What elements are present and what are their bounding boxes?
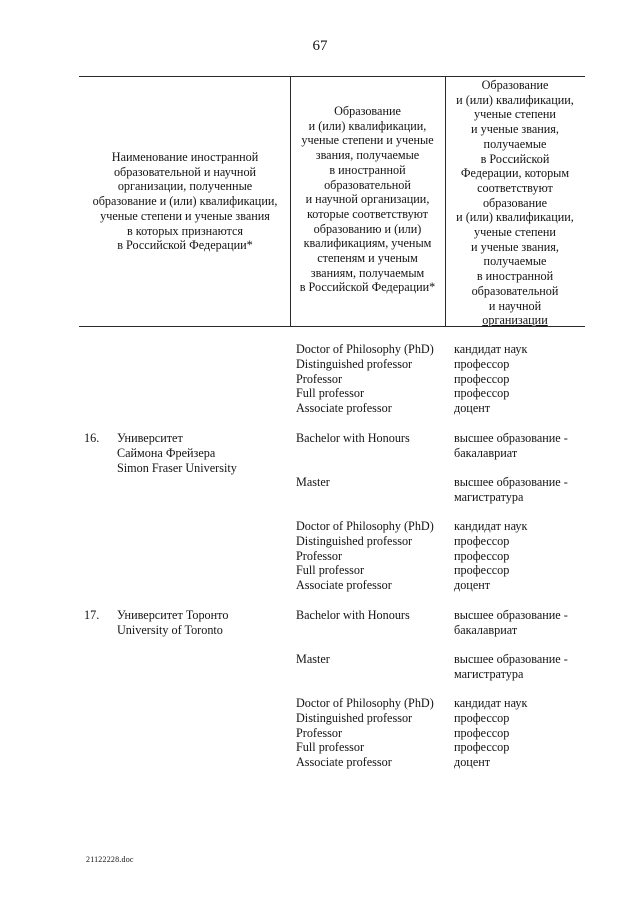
header-line: образовательной <box>471 283 559 298</box>
equivalent-line: магистратура <box>454 489 524 504</box>
header-line: организации, полученные <box>117 179 253 194</box>
equivalent-line: доцент <box>454 578 491 593</box>
entry-17-institution <box>117 608 228 638</box>
header-line: образовательной и научной <box>113 164 257 179</box>
entry-16-phd-qualifications <box>296 519 434 593</box>
qualification-line: Distinguished professor <box>296 533 413 548</box>
header-line: образовательной <box>324 177 411 192</box>
qualification-line: Full professor <box>296 563 365 578</box>
header-line: квалификациям, ученым <box>303 236 432 251</box>
header-line: в Российской Федерации* <box>117 238 253 253</box>
header-line: в иностранной <box>329 162 406 177</box>
entry-16-bachelor-equivalent <box>454 431 568 461</box>
header-line: в иностранной <box>476 269 554 284</box>
equivalent-line: кандидат наук <box>454 696 528 710</box>
qualification-line: Professor <box>296 725 343 740</box>
entry-16-institution <box>117 431 237 475</box>
equivalent-line: профессор <box>454 371 510 386</box>
entry-16-number: 16. <box>84 431 100 445</box>
header-line: Образование <box>481 78 549 92</box>
entry-17-bachelor-equivalent <box>454 608 568 638</box>
equivalent-line: профессор <box>454 548 510 563</box>
header-line: и (или) квалификации, <box>308 118 427 133</box>
qualification-line: Doctor of Philosophy (PhD) <box>296 519 434 533</box>
header-line: получаемые <box>483 136 547 151</box>
header-foreign-qualification <box>292 104 443 295</box>
header-line: степеням и ученым <box>317 251 418 266</box>
header-line: в Российской <box>480 151 550 166</box>
header-line: звания, получаемые <box>315 148 420 163</box>
equivalent-line: бакалавриат <box>454 445 518 460</box>
qualification-line: Master <box>296 475 330 489</box>
institution-name-line: Университет Торонто <box>117 608 229 622</box>
header-line: организации <box>482 313 548 328</box>
qualification-line: Bachelor with Honours <box>296 431 410 445</box>
equivalent-line: бакалавриат <box>454 622 518 637</box>
header-line: Образование <box>334 104 401 118</box>
header-line: образование и (или) квалификации, <box>92 194 278 209</box>
equivalent-line: профессор <box>454 740 510 755</box>
header-line: и научной <box>488 298 542 313</box>
header-russian-equivalent <box>447 78 583 328</box>
institution-name-line: Саймона Фрейзера <box>117 445 216 460</box>
qualification-line: Associate professor <box>296 578 392 593</box>
entry-16-bachelor-qualification <box>296 431 410 446</box>
header-line: ученые степени и ученые звания <box>100 208 270 223</box>
header-line: ученые степени <box>474 225 556 240</box>
qualification-line: Doctor of Philosophy (PhD) <box>296 696 434 710</box>
qualification-line: Distinguished professor <box>296 710 413 725</box>
header-line: и ученые звания, <box>471 122 559 137</box>
qualification-line: Master <box>296 652 330 666</box>
entry-17-bachelor-qualification <box>296 608 410 623</box>
entry-16-phd-equivalents <box>454 519 527 593</box>
equivalent-line: профессор <box>454 386 510 401</box>
page-number: 67 <box>312 38 328 54</box>
header-line: и научной организации, <box>305 192 430 207</box>
entry-17-number: 17. <box>84 608 100 622</box>
qualification-line: Professor <box>296 548 343 563</box>
header-line: ученые степени <box>474 107 556 122</box>
entry-16-master-qualification <box>296 475 330 490</box>
qualification-line: Distinguished professor <box>296 356 413 371</box>
equivalent-line: профессор <box>454 710 510 725</box>
entry-17-phd-qualifications <box>296 696 434 770</box>
table-top-rule <box>79 76 585 77</box>
header-line: образование <box>482 195 548 210</box>
equivalent-line: высшее образование - <box>454 475 568 489</box>
equivalent-line: высшее образование - <box>454 652 568 666</box>
continued-phd-qualifications <box>296 342 434 416</box>
header-line: и (или) квалификации, <box>456 92 574 107</box>
equivalent-line: кандидат наук <box>454 342 528 356</box>
qualification-line: Associate professor <box>296 401 392 416</box>
continued-phd-equivalents <box>454 342 527 416</box>
header-line: в которых признаются <box>126 223 244 238</box>
equivalent-line: профессор <box>454 725 510 740</box>
qualification-line: Doctor of Philosophy (PhD) <box>296 342 434 356</box>
equivalent-line: доцент <box>454 755 491 770</box>
header-line: званиям, получаемым <box>310 265 425 280</box>
equivalent-line: высшее образование - <box>454 608 568 622</box>
header-line: и (или) квалификации, <box>456 210 574 225</box>
equivalent-line: высшее образование - <box>454 431 568 445</box>
qualification-line: Full professor <box>296 386 365 401</box>
column-divider-1 <box>290 76 291 327</box>
header-line: ученые степени и ученые <box>301 133 434 148</box>
document-filename: 21122228.doc <box>86 855 134 864</box>
qualification-line: Professor <box>296 371 343 386</box>
header-line: образованию и (или) <box>313 221 422 236</box>
header-line: получаемые <box>483 254 547 269</box>
header-line: в Российской Федерации* <box>299 280 436 295</box>
equivalent-line: профессор <box>454 563 510 578</box>
qualification-line: Associate professor <box>296 755 392 770</box>
header-line: которые соответствуют <box>307 206 428 221</box>
entry-17-master-qualification <box>296 652 330 667</box>
header-line: Наименование иностранной <box>111 150 259 164</box>
entry-17-master-equivalent <box>454 652 568 682</box>
institution-name-line: Университет <box>117 431 183 445</box>
qualification-line: Full professor <box>296 740 365 755</box>
header-line: и ученые звания, <box>471 239 559 254</box>
equivalent-line: доцент <box>454 401 491 416</box>
entry-16-master-equivalent <box>454 475 568 505</box>
qualification-line: Bachelor with Honours <box>296 608 410 622</box>
entry-17-phd-equivalents <box>454 696 527 770</box>
header-institution-name <box>82 150 288 253</box>
institution-name-line: Simon Fraser University <box>117 460 237 475</box>
header-line: Федерации, которым <box>460 166 570 181</box>
equivalent-line: кандидат наук <box>454 519 528 533</box>
column-divider-2 <box>445 76 446 327</box>
institution-name-line: University of Toronto <box>117 622 223 637</box>
equivalent-line: профессор <box>454 533 510 548</box>
header-line: соответствуют <box>477 180 553 195</box>
equivalent-line: профессор <box>454 356 510 371</box>
equivalent-line: магистратура <box>454 666 524 681</box>
